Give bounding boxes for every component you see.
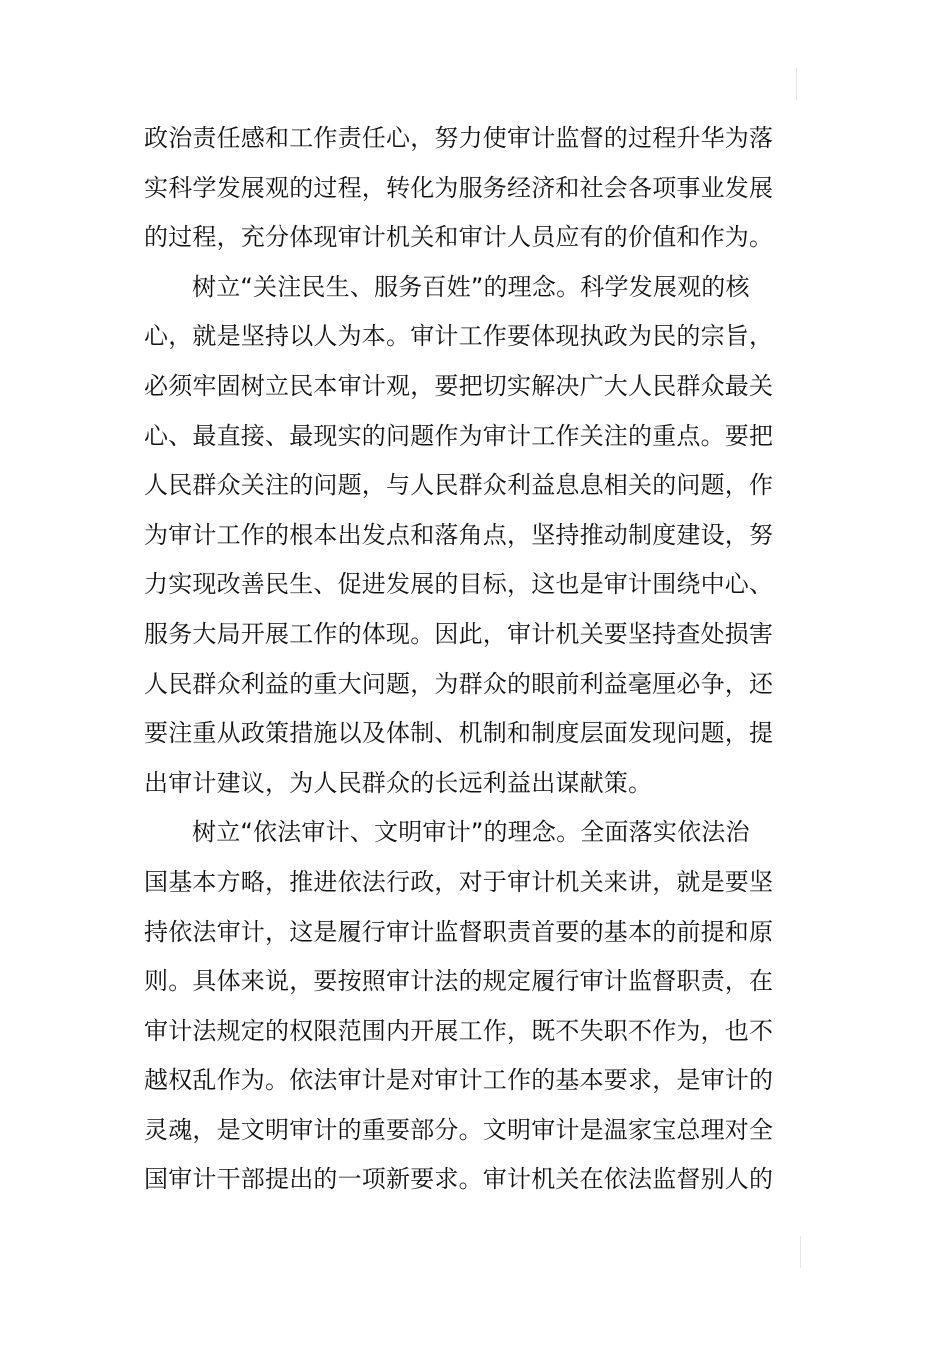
text-line: 实科学发展观的过程，转化为服务经济和社会各项事业发展 xyxy=(144,173,774,202)
text-line: 必须牢固树立民本审计观，要把切实解决广大人民群众最关 xyxy=(144,371,774,400)
text-line: 为审计工作的根本出发点和落角点，坚持推动制度建设，努 xyxy=(144,520,774,549)
paragraph-heading-line: 树立“依法审计、文明审计”的理念。全面落实依法治 xyxy=(192,818,750,847)
text-line: 国基本方略，推进依法行政，对于审计机关来讲，就是要坚 xyxy=(144,867,774,896)
document-body xyxy=(144,114,774,1205)
text-line: 政治责任感和工作责任心，努力使审计监督的过程升华为落 xyxy=(144,124,774,152)
text-line: 人民群众关注的问题，与人民群众利益息息相关的问题，作 xyxy=(144,471,774,500)
page-corner-mark-top xyxy=(796,68,797,100)
page-corner-mark-bottom xyxy=(800,1236,801,1268)
text-line: 越权乱作为。依法审计是对审计工作的基本要求，是审计的 xyxy=(144,1066,774,1095)
text-line: 国审计干部提出的一项新要求。审计机关在依法监督别人的 xyxy=(144,1165,774,1194)
paragraph-heading-line: 树立“关注民生、服务百姓”的理念。科学发展观的核 xyxy=(192,272,750,301)
text-line: 人民群众利益的重大问题，为群众的眼前利益毫厘必争，还 xyxy=(144,669,774,698)
text-line: 要注重从政策措施以及体制、机制和制度层面发现问题，提 xyxy=(144,719,774,748)
text-line: 力实现改善民生、促进发展的目标，这也是审计围绕中心、 xyxy=(144,570,774,599)
text-line: 服务大局开展工作的体现。因此，审计机关要坚持查处损害 xyxy=(144,619,774,648)
text-line: 灵魂，是文明审计的重要部分。文明审计是温家宝总理对全 xyxy=(144,1115,774,1144)
text-line: 审计法规定的权限范围内开展工作，既不失职不作为，也不 xyxy=(144,1016,774,1045)
text-line: 出审计建议，为人民群众的长远利益出谋献策。 xyxy=(144,768,653,797)
text-line: 心、最直接、最现实的问题作为审计工作关注的重点。要把 xyxy=(144,421,774,450)
text-line: 的过程，充分体现审计机关和审计人员应有的价值和作为。 xyxy=(144,223,774,252)
text-line: 持依法审计，这是履行审计监督职责首要的基本的前提和原 xyxy=(144,917,774,946)
text-line: 则。具体来说，要按照审计法的规定履行审计监督职责，在 xyxy=(144,967,774,996)
text-line: 心，就是坚持以人为本。审计工作要体现执政为民的宗旨， xyxy=(144,322,774,351)
